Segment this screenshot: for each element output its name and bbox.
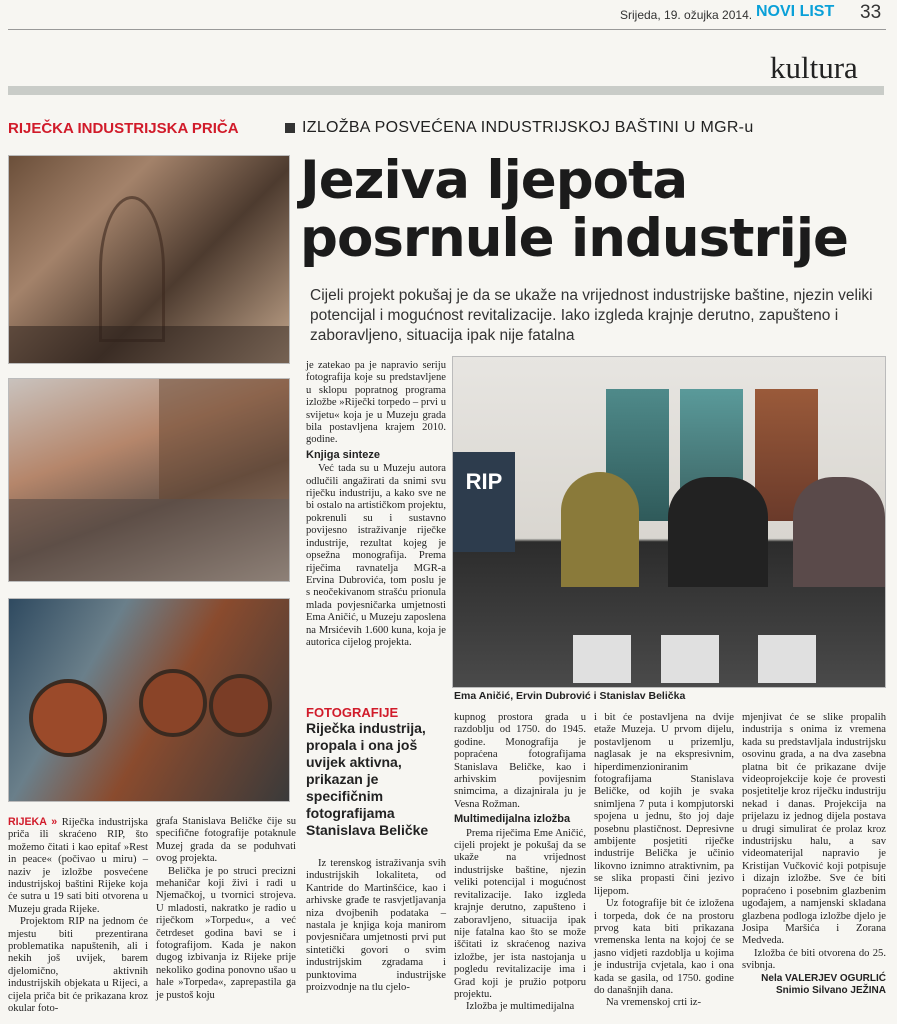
wheel-shape bbox=[29, 679, 107, 757]
wheel-shape bbox=[209, 674, 272, 737]
headline bbox=[300, 152, 890, 268]
roof-shape bbox=[159, 379, 289, 499]
paragraph: kupnog prostora grada u razdoblju od 1750. do 1945. godine. Monografija je popraćena fotografijama Stanislava Beličke, kao i arhivskim povijesnim snimcima, a dizajnirala ju je Vesna Rožman. bbox=[454, 712, 586, 810]
photo-factory-hall-exterior bbox=[8, 378, 290, 582]
page-number: 33 bbox=[860, 2, 882, 23]
wheel-shape bbox=[139, 669, 207, 737]
person-ervin bbox=[668, 477, 768, 587]
photo-machine-wheels bbox=[8, 598, 290, 802]
newspaper-brand: NOVI LIST bbox=[756, 3, 835, 20]
section-bar bbox=[8, 86, 884, 95]
paragraph: Uz fotografije bit će izložena i torpeda, dok će na prostoru prvog kata biti prikazana vremenska lenta na kojoj će se jasno vidjeti razdoblja u kojima je industrija cvjetala, kao i ona kada se gasila, od 1750. godine do današnjih dana. bbox=[594, 898, 734, 996]
photographer-byline: Snimio Silvano JEŽINA bbox=[775, 984, 886, 996]
author-byline: Nela VALERJEV OGURLIĆ bbox=[761, 972, 886, 984]
header-rule bbox=[8, 29, 886, 30]
person-ema bbox=[561, 472, 639, 587]
photo-caption: Ema Aničić, Ervin Dubrović i Stanislav Belička bbox=[454, 690, 686, 702]
paragraph: i bit će postavljena na dvije etaže Muzeja. U prvom dijelu, postavljenom u prizemlju, naglasak je na ekspresivnim, hiperdimenzioniranim fotografijama Stanislava Beličke, od kojih je svaka snimljena 7 puta i kompjutorski spojena u jednu, što joj daje posebnu plastičnost. Depresivne ambijente posjetiti riječke industrije Belička je učinio likovno iznimno atraktivnim, pa se slika propasti čini jezivo lijepom. bbox=[594, 712, 734, 897]
paragraph: Iz terenskog istraživanja svih industrijskih lokaliteta, od Kantride do Martinšćice, kao i arhivske građe te rasvjetljavanja niza dvojbenih podataka – nastala je knjiga koja manirom povjesničara umjetnosti prvi put sintetički govori o svim industrijskim zgradama i punktovima industrijske proizvodnje na tlu cjelo- bbox=[306, 858, 446, 994]
paragraph-text: Riječka industrijska priča ili skraćeno RIP, što možemo čitati i kao epitaf »Rest in peace« (počivao u miru) – naziv je izložbe posvećene industrijskoj baštini Rijeke koja će sutra u 19 sati biti otvorena u Muzeju grada Rijeke. bbox=[8, 817, 148, 915]
pull-quote bbox=[306, 705, 446, 839]
headline-line-2: posrnule industrije bbox=[300, 208, 848, 269]
photo-press-conference bbox=[452, 356, 886, 688]
article-column-1 bbox=[8, 816, 148, 1016]
kicker-square-icon bbox=[285, 123, 295, 133]
paragraph: mjenjivat će se slike propalih industrija s onima iz vremena kada su predstavljala industrijsku osovinu grada, a na dva zasebna platna bit će prikazane dvije videoprojekcije koje će provesti posjetitelje kroz riječku industriju nekad i danas. Projekcija na prijelazu iz jednog dijela postava u drugi simulirat će prolaz kroz industrijsku halu, a sav videomaterijal napravio je Kristijan Vučković koji potpisuje i dizajn izložbe. Sve će biti popraćeno i posebnim glazbenim ugođajem, a namjenski skladana glazbena podloga izložbe djelo je Josipa Maršića i Zorana Medveda. bbox=[742, 712, 886, 947]
pull-quote-label: FOTOGRAFIJE bbox=[306, 705, 399, 720]
poster: RIP bbox=[453, 452, 515, 552]
dateline: RIJEKA » bbox=[8, 816, 58, 828]
paragraph: je zatekao pa je napravio seriju fotografija koje su predstavljene u sklopu popratnog programa izložbe »Riječki torpedo – prvi u svijetu« koja je u Muzeju grada bila postavljena krajem 2010. godine. bbox=[306, 360, 446, 446]
article-column-6 bbox=[742, 712, 886, 997]
paragraph: Na vremenskoj crti iz- bbox=[606, 997, 702, 1009]
paragraph: Prema riječima Eme Aničić, cijeli projekt je pokušaj da se ukaže na vrijednost industrijske baštine, njezin veliki potencijal i mogućnost revitalizacije. Iako izgleda krajnje derutno, zapušteno i zaboravljeno, situacija ipak nije fatalna kao što se može iščitati iz skraćenog naziva izložbe, jer ista nastojanja u pogledu revitalizacije ima i Grad koji je pružio potporu projektu. bbox=[454, 827, 586, 1000]
paragraph: Izložba je multimedijalna bbox=[466, 1001, 575, 1013]
person-stanislav bbox=[793, 477, 885, 587]
paragraph: Izložba će biti otvorena do 25. svibnja. bbox=[742, 947, 886, 972]
series-label: RIJEČKA INDUSTRIJSKA PRIČA bbox=[8, 120, 239, 137]
article-column-2 bbox=[156, 816, 296, 1002]
booklet bbox=[661, 635, 719, 683]
booklet bbox=[758, 635, 816, 683]
ground-shape bbox=[9, 499, 289, 581]
booklet bbox=[573, 635, 631, 683]
photo-factory-interior-stairs bbox=[8, 155, 290, 364]
pull-quote-text: Riječka industrija, propala i ona još uvijek aktivna, prikazan je specifičnim fotografijama Stanislava Beličke bbox=[306, 720, 429, 838]
paragraph: Već tada su u Muzeju autora odlučili angažirati da snimi svu riječku industriju, a kako sve ne bi ostalo na artističkom projektu, pokrenuli su i sustavno povijesno istraživanje riječke industrije, rezultat kojeg je opsežna monografija. Prema riječima ravnatelja MGR-a Ervina Dubrovića, tom poslu je s neočekivanom strašću prionula mlada povjesničarka umjetnosti Ema Aničić, u Muzeju zaposlena na Mrsićevih 1.600 kuna, koja je autorica cijelog projekta. bbox=[306, 463, 446, 648]
headline-line-1: Jeziva ljepota bbox=[300, 150, 688, 211]
topic-label: IZLOŽBA POSVEĆENA INDUSTRIJSKOJ BAŠTINI U MGR-u bbox=[302, 119, 754, 136]
paragraph: Projektom RIP na jednom će mjestu biti prezentirana problematika napuštenih, ali i nekih još uvijek, barem djelomično, aktivnih industrijskih objekata u Rijeci, a cijela priča bit će prikazana kroz okular foto- bbox=[8, 916, 148, 1015]
deck-text: Cijeli projekt pokušaj je da se ukaže na vrijednost industrijske baštine, njezin veliki potencijal i mogućnost revitalizacije. Iako izgleda krajnje derutno, zapušteno i zaboravljeno, situacija ipak nije fatalna bbox=[310, 287, 873, 344]
article-column-3b bbox=[306, 858, 446, 994]
subheading: Multimedijalna izložba bbox=[454, 813, 571, 826]
paragraph: grafa Stanislava Beličke čije su specifične fotografije potaknule Muzej grada da se poduhvati ovog projekta. bbox=[156, 816, 296, 865]
issue-date: Srijeda, 19. ožujka 2014. bbox=[620, 8, 753, 22]
article-column-3 bbox=[306, 360, 446, 649]
stair-shape bbox=[99, 196, 165, 342]
article-column-4 bbox=[454, 712, 586, 1014]
article-column-5 bbox=[594, 712, 734, 1010]
paragraph: Belička je po struci precizni mehaničar koji živi i radi u Njemačkoj, u tvornici strojeva. U mladosti, nakratko je radio u riječkom »Torpedu«, a već četrdeset godina bavi se i fotografijom. Kada je nakon dugog izbivanja iz Rijeke prije nekoliko godina ponovno ušao u hale »Torpeda«, zaprepastila ga je pustoš koju bbox=[156, 865, 296, 1001]
section-title: kultura bbox=[770, 50, 858, 85]
paragraph bbox=[8, 816, 148, 916]
floor-shape bbox=[9, 326, 289, 363]
subheading: Knjiga sinteze bbox=[306, 448, 380, 461]
